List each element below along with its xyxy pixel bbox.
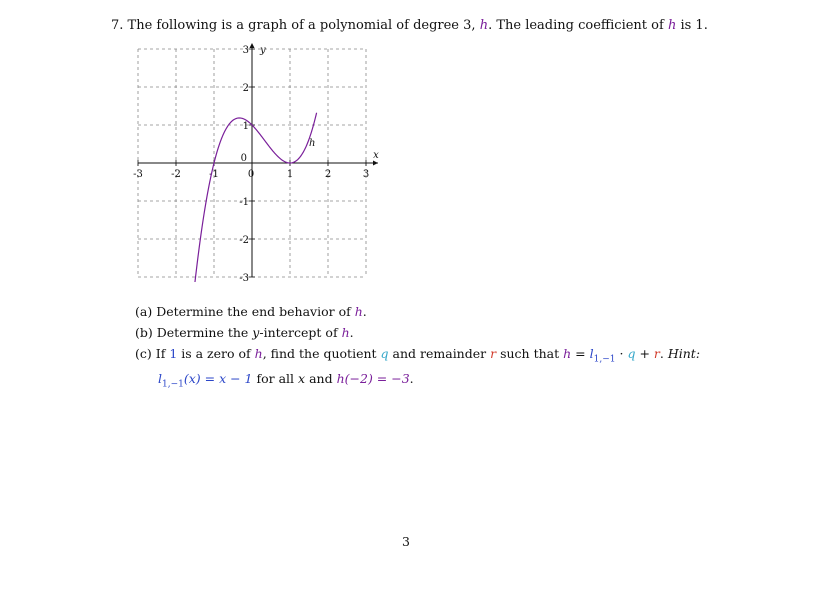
y-tick-label: 3 (242, 45, 249, 56)
x-axis-label: x (373, 150, 379, 161)
l-symbol: l (589, 346, 594, 361)
polynomial-graph (118, 42, 383, 282)
zero-value: 1 (169, 346, 178, 361)
part-a-text: Determine the end behavior of (156, 304, 351, 319)
problem-text: The following is a graph of a polynomial of degree 3, (127, 18, 476, 33)
x-variable: x (298, 370, 306, 386)
page-number: 3 (402, 534, 410, 549)
y-variable: y (252, 325, 260, 340)
quotient-symbol: q (627, 346, 636, 361)
plus-sign: + (639, 346, 650, 361)
x-tick-label: 0 (247, 169, 255, 180)
part-c-text-4: and remainder (392, 346, 487, 361)
hint-label: Hint: (667, 346, 701, 361)
l-subscript: 1,−1 (593, 354, 616, 365)
x-tick-label: -2 (171, 169, 181, 180)
y-tick-label: -2 (239, 235, 249, 246)
part-c-text-7: and (309, 370, 333, 386)
question-parts (135, 301, 735, 395)
function-symbol: h (667, 18, 677, 33)
part-c-text: If (155, 346, 166, 361)
quotient-symbol: q (380, 346, 389, 361)
function-symbol: h (563, 346, 572, 361)
part-c-label: (c) (135, 346, 152, 361)
x-tick-label: -3 (133, 169, 143, 180)
linear-factor (589, 346, 616, 365)
part-a-label: (a) (135, 304, 153, 319)
function-symbol: h (354, 304, 363, 319)
problem-number: 7. (111, 18, 124, 33)
function-symbol: h (479, 18, 489, 33)
problem-statement (111, 18, 708, 34)
period: . (659, 346, 664, 361)
part-c (135, 343, 735, 371)
x-tick-label: 3 (362, 169, 370, 180)
period: . (409, 370, 414, 386)
y-axis-arrow-icon (250, 43, 255, 48)
x-tick-label: 2 (324, 169, 332, 180)
part-c-text-3: , find the quotient (262, 346, 377, 361)
part-c-text-6: for all (256, 370, 295, 386)
linear-definition: (x) = x − 1 (183, 370, 253, 386)
x-axis-arrow-icon (373, 161, 378, 166)
y-tick-label: -1 (239, 197, 249, 208)
series-h-label: h (309, 137, 316, 149)
problem-text-3: is 1. (680, 18, 708, 33)
part-a (135, 301, 735, 322)
remainder-symbol: r (653, 346, 660, 361)
function-symbol: h (341, 325, 350, 340)
axes (138, 43, 378, 277)
y-axis-label: y (260, 45, 266, 56)
function-value: h(−2) = −3 (336, 370, 410, 386)
l-subscript: 1,−1 (162, 379, 184, 389)
remainder-symbol: r (490, 346, 497, 361)
function-symbol: h (254, 346, 263, 361)
part-b-label: (b) (135, 325, 153, 340)
equals-sign: = (575, 346, 586, 361)
part-b-period: . (349, 325, 354, 340)
part-c-continuation (135, 368, 735, 396)
origin-label: 0 (240, 153, 247, 164)
x-tick-label: 1 (286, 169, 294, 180)
dot-operator: · (619, 346, 624, 361)
y-tick-label: 1 (242, 121, 249, 132)
linear-factor (158, 370, 184, 389)
y-tick-label: 2 (242, 83, 249, 94)
part-b-text-2: -intercept of (259, 325, 338, 340)
y-tick-label: -3 (239, 273, 249, 282)
part-c-text-2: is a zero of (181, 346, 251, 361)
l-symbol: l (158, 370, 162, 386)
part-b-text: Determine the (156, 325, 249, 340)
part-a-period: . (362, 304, 367, 319)
problem-text-2: . The leading coefficient of (488, 18, 664, 33)
part-c-text-5: such that (500, 346, 560, 361)
part-b (135, 322, 735, 343)
x-tick-label: -1 (209, 169, 219, 180)
